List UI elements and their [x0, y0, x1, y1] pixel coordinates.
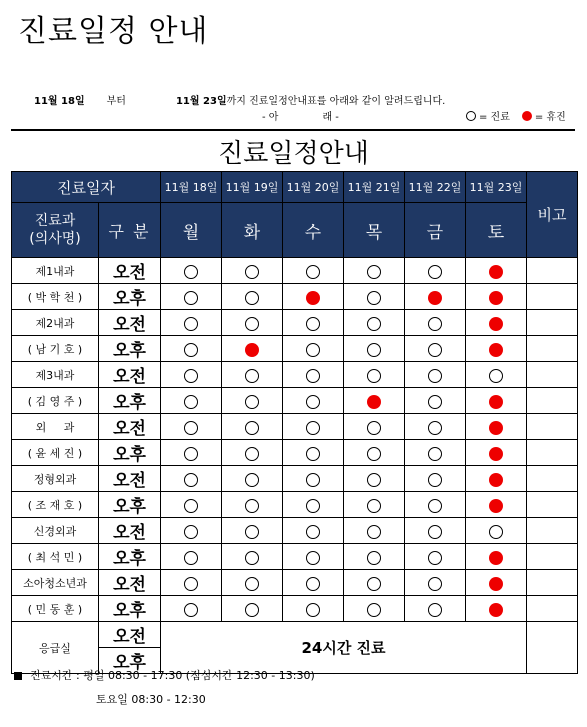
- status-cell: [161, 284, 222, 310]
- status-cell: [466, 518, 527, 544]
- open-circle-icon: [245, 525, 259, 539]
- status-cell: [405, 284, 466, 310]
- dept-name: 제1내과: [12, 258, 99, 284]
- open-circle-icon: [245, 577, 259, 591]
- status-cell: [405, 518, 466, 544]
- dept-name: 제3내과: [12, 362, 99, 388]
- status-cell: [222, 310, 283, 336]
- status-cell: [283, 362, 344, 388]
- status-cell: [344, 466, 405, 492]
- open-circle-icon: [428, 551, 442, 565]
- legend-open-label: = 진료: [479, 112, 510, 123]
- table-row: [12, 492, 578, 518]
- status-cell: [344, 258, 405, 284]
- header-dept-line1: 진료과: [34, 213, 76, 229]
- status-cell: [161, 258, 222, 284]
- pm-label: 오후: [99, 544, 161, 570]
- status-cell: [466, 388, 527, 414]
- header-day: 목: [344, 203, 405, 258]
- open-circle-icon: [428, 473, 442, 487]
- doctor-name: ( 남 기 호 ): [12, 336, 99, 362]
- open-circle-icon: [245, 291, 259, 305]
- open-circle-icon: [184, 291, 198, 305]
- status-cell: [283, 336, 344, 362]
- am-label: 오전: [99, 362, 161, 388]
- status-cell: [161, 336, 222, 362]
- status-cell: [466, 544, 527, 570]
- open-circle-icon: [306, 499, 320, 513]
- closed-dot-icon: [489, 577, 503, 591]
- table-row: [12, 284, 578, 310]
- header-date: 11월 18일: [161, 172, 222, 203]
- status-cell: [344, 570, 405, 596]
- bigo-cell: [527, 284, 578, 310]
- open-circle-icon: [306, 317, 320, 331]
- open-circle-icon: [428, 525, 442, 539]
- header-gubun: 구 분: [99, 203, 161, 258]
- open-circle-icon: [306, 421, 320, 435]
- open-circle-icon: [428, 421, 442, 435]
- doctor-name: ( 최 석 민 ): [12, 544, 99, 570]
- status-cell: [222, 466, 283, 492]
- open-circle-icon: [367, 317, 381, 331]
- divider: [11, 129, 575, 131]
- status-cell: [405, 362, 466, 388]
- schedule-table-wrap: [11, 171, 578, 674]
- open-circle-icon: [367, 499, 381, 513]
- pm-label: 오후: [99, 492, 161, 518]
- status-cell: [344, 492, 405, 518]
- status-cell: [344, 596, 405, 622]
- doctor-name: ( 박 학 천 ): [12, 284, 99, 310]
- status-cell: [161, 596, 222, 622]
- status-cell: [405, 414, 466, 440]
- notice-from: 부터: [106, 96, 126, 107]
- status-cell: [344, 388, 405, 414]
- open-circle-icon: [306, 551, 320, 565]
- table-row: [12, 362, 578, 388]
- open-circle-icon: [245, 551, 259, 565]
- status-cell: [466, 570, 527, 596]
- open-circle-icon: [184, 395, 198, 409]
- bigo-cell: [527, 336, 578, 362]
- status-cell: [466, 596, 527, 622]
- header-date: 11월 20일: [283, 172, 344, 203]
- open-circle-icon: [489, 369, 503, 383]
- bigo-cell: [527, 466, 578, 492]
- open-circle-icon: [428, 447, 442, 461]
- status-cell: [405, 492, 466, 518]
- open-circle-icon: [367, 473, 381, 487]
- table-title: 진료일정안내: [218, 139, 369, 169]
- open-circle-icon: [245, 265, 259, 279]
- header-date: 11월 23일: [466, 172, 527, 203]
- open-circle-icon: [367, 525, 381, 539]
- table-row: [12, 622, 578, 648]
- status-cell: [222, 414, 283, 440]
- open-circle-icon: [367, 603, 381, 617]
- open-circle-icon: [245, 499, 259, 513]
- open-circle-icon: [367, 551, 381, 565]
- open-circle-icon: [245, 395, 259, 409]
- closed-dot-icon: [489, 603, 503, 617]
- pm-label: 오후: [99, 440, 161, 466]
- status-cell: [222, 388, 283, 414]
- open-circle-icon: [184, 603, 198, 617]
- open-circle-icon: [428, 499, 442, 513]
- bigo-cell: [527, 258, 578, 284]
- open-circle-icon: [306, 473, 320, 487]
- open-circle-icon: [306, 395, 320, 409]
- status-cell: [222, 544, 283, 570]
- status-cell: [405, 258, 466, 284]
- notice-line: [34, 92, 445, 107]
- closed-dot-icon: [306, 291, 320, 305]
- status-cell: [161, 518, 222, 544]
- open-circle-icon: [184, 317, 198, 331]
- table-row: [12, 310, 578, 336]
- table-row: [12, 336, 578, 362]
- pm-label: 오후: [99, 596, 161, 622]
- status-cell: [283, 310, 344, 336]
- am-label: 오전: [99, 310, 161, 336]
- open-circle-icon: [184, 525, 198, 539]
- bigo-cell: [527, 310, 578, 336]
- status-cell: [466, 336, 527, 362]
- header-date: 11월 22일: [405, 172, 466, 203]
- open-circle-icon: [367, 421, 381, 435]
- status-cell: [222, 492, 283, 518]
- notice-start-date: 11월 18일: [34, 96, 85, 107]
- emergency-text: 24시간 진료: [161, 622, 527, 674]
- status-cell: [344, 440, 405, 466]
- open-circle-icon: [489, 525, 503, 539]
- open-circle-icon: [245, 603, 259, 617]
- closed-dot-icon: [489, 447, 503, 461]
- table-row: [12, 258, 578, 284]
- status-cell: [161, 414, 222, 440]
- pm-label: 오후: [99, 284, 161, 310]
- open-circle-icon: [367, 577, 381, 591]
- doctor-name: ( 김 영 주 ): [12, 388, 99, 414]
- legend: [466, 108, 566, 123]
- status-cell: [222, 258, 283, 284]
- header-date: 11월 19일: [222, 172, 283, 203]
- closed-dot-icon: [489, 421, 503, 435]
- table-row: [12, 596, 578, 622]
- open-circle-icon: [306, 525, 320, 539]
- header-dept-line2: (의사명): [29, 231, 81, 247]
- status-cell: [466, 310, 527, 336]
- am-label: 오전: [99, 570, 161, 596]
- status-cell: [222, 362, 283, 388]
- status-cell: [405, 570, 466, 596]
- header-day: 화: [222, 203, 283, 258]
- status-cell: [283, 518, 344, 544]
- am-label: 오전: [99, 258, 161, 284]
- bigo-cell: [527, 570, 578, 596]
- open-circle-icon: [184, 447, 198, 461]
- open-circle-icon: [245, 369, 259, 383]
- am-label: 오전: [99, 414, 161, 440]
- open-circle-icon: [306, 603, 320, 617]
- status-cell: [283, 492, 344, 518]
- open-circle-icon: [428, 343, 442, 357]
- closed-dot-icon: [245, 343, 259, 357]
- status-cell: [161, 440, 222, 466]
- ara-label: [262, 108, 339, 123]
- open-circle-icon: [428, 577, 442, 591]
- emergency-name: 응급실: [12, 622, 99, 674]
- table-row: [12, 388, 578, 414]
- status-cell: [283, 284, 344, 310]
- status-cell: [283, 414, 344, 440]
- status-cell: [283, 466, 344, 492]
- square-bullet-icon: [14, 672, 22, 680]
- closed-dot-icon: [489, 317, 503, 331]
- status-cell: [466, 258, 527, 284]
- status-cell: [405, 596, 466, 622]
- pm-label: 오후: [99, 336, 161, 362]
- dept-name: 소아청소년과: [12, 570, 99, 596]
- dept-name: 정형외과: [12, 466, 99, 492]
- status-cell: [161, 544, 222, 570]
- status-cell: [222, 570, 283, 596]
- doctor-name: ( 민 동 훈 ): [12, 596, 99, 622]
- status-cell: [283, 258, 344, 284]
- open-circle-icon: [428, 265, 442, 279]
- header-bigo: 비고: [527, 172, 578, 258]
- open-circle-icon: [245, 473, 259, 487]
- status-cell: [283, 596, 344, 622]
- table-row: [12, 544, 578, 570]
- open-circle-icon: [367, 343, 381, 357]
- status-cell: [466, 492, 527, 518]
- notice-text: 까지 진료일정안내표를 아래와 같이 알려드립니다.: [226, 96, 446, 107]
- header-date: 11월 21일: [344, 172, 405, 203]
- open-circle-icon: [184, 499, 198, 513]
- open-circle-icon: [428, 603, 442, 617]
- open-circle-icon: [367, 291, 381, 305]
- footnote-hours: [14, 667, 315, 683]
- open-circle-icon: [367, 265, 381, 279]
- open-circle-icon: [245, 447, 259, 461]
- header-day: 수: [283, 203, 344, 258]
- bigo-cell: [527, 414, 578, 440]
- am-label: 오전: [99, 466, 161, 492]
- dept-name: 제2내과: [12, 310, 99, 336]
- status-cell: [222, 336, 283, 362]
- pm-label: 오후: [99, 648, 161, 674]
- closed-dot-icon: [489, 551, 503, 565]
- open-circle-icon: [306, 265, 320, 279]
- status-cell: [283, 388, 344, 414]
- open-circle-icon: [184, 421, 198, 435]
- status-cell: [283, 570, 344, 596]
- status-cell: [161, 570, 222, 596]
- open-circle-icon: [428, 317, 442, 331]
- open-circle-icon: [184, 343, 198, 357]
- open-circle-icon: [306, 447, 320, 461]
- status-cell: [466, 466, 527, 492]
- header-day: 토: [466, 203, 527, 258]
- status-cell: [344, 284, 405, 310]
- status-cell: [283, 544, 344, 570]
- header-dept: [12, 203, 99, 258]
- bigo-cell: [527, 544, 578, 570]
- page-title: 진료일정 안내: [18, 14, 209, 49]
- status-cell: [466, 362, 527, 388]
- status-cell: [161, 362, 222, 388]
- open-circle-icon: [306, 577, 320, 591]
- status-cell: [405, 440, 466, 466]
- bigo-cell: [527, 622, 578, 674]
- status-cell: [283, 440, 344, 466]
- open-circle-icon: [306, 369, 320, 383]
- table-row: [12, 466, 578, 492]
- closed-dot-icon: [367, 395, 381, 409]
- doctor-name: ( 조 재 호 ): [12, 492, 99, 518]
- closed-dot-icon: [489, 265, 503, 279]
- status-cell: [405, 388, 466, 414]
- open-circle-icon: [428, 369, 442, 383]
- footnote-line1: 진료시간 : 평일 08:30 - 17:30 (점심시간 12:30 - 13:30): [30, 669, 315, 682]
- status-cell: [405, 336, 466, 362]
- table-row: [12, 518, 578, 544]
- status-cell: [161, 492, 222, 518]
- status-cell: [161, 466, 222, 492]
- status-cell: [344, 544, 405, 570]
- status-cell: [344, 518, 405, 544]
- doctor-name: ( 윤 세 진 ): [12, 440, 99, 466]
- open-circle-icon: [245, 317, 259, 331]
- open-circle-icon: [184, 369, 198, 383]
- status-cell: [405, 544, 466, 570]
- closed-dot-icon: [522, 111, 532, 121]
- open-circle-icon: [184, 265, 198, 279]
- status-cell: [222, 596, 283, 622]
- bigo-cell: [527, 362, 578, 388]
- ara-left: - 아: [262, 112, 279, 123]
- status-cell: [161, 388, 222, 414]
- am-label: 오전: [99, 622, 161, 648]
- closed-dot-icon: [489, 473, 503, 487]
- open-circle-icon: [184, 551, 198, 565]
- dept-name: 신경외과: [12, 518, 99, 544]
- header-day: 월: [161, 203, 222, 258]
- status-cell: [222, 518, 283, 544]
- closed-dot-icon: [428, 291, 442, 305]
- bigo-cell: [527, 440, 578, 466]
- status-cell: [222, 440, 283, 466]
- open-circle-icon: [184, 473, 198, 487]
- open-circle-icon: [245, 421, 259, 435]
- status-cell: [222, 284, 283, 310]
- legend-closed-label: = 휴진: [534, 112, 566, 123]
- notice-end-date: 11월 23일: [175, 96, 227, 107]
- open-circle-icon: [466, 111, 476, 121]
- open-circle-icon: [367, 447, 381, 461]
- header-date-title: 진료일자: [12, 172, 161, 203]
- table-row: [12, 570, 578, 596]
- bigo-cell: [527, 388, 578, 414]
- closed-dot-icon: [489, 499, 503, 513]
- dept-name: 외 과: [12, 414, 99, 440]
- table-row: [12, 440, 578, 466]
- bigo-cell: [527, 596, 578, 622]
- status-cell: [466, 284, 527, 310]
- status-cell: [344, 414, 405, 440]
- pm-label: 오후: [99, 388, 161, 414]
- closed-dot-icon: [489, 291, 503, 305]
- bigo-cell: [527, 518, 578, 544]
- status-cell: [466, 414, 527, 440]
- open-circle-icon: [367, 369, 381, 383]
- status-cell: [405, 466, 466, 492]
- closed-dot-icon: [489, 395, 503, 409]
- closed-dot-icon: [489, 343, 503, 357]
- status-cell: [466, 440, 527, 466]
- open-circle-icon: [184, 577, 198, 591]
- schedule-table: [11, 171, 578, 674]
- header-day: 금: [405, 203, 466, 258]
- status-cell: [405, 310, 466, 336]
- am-label: 오전: [99, 518, 161, 544]
- table-row: [12, 414, 578, 440]
- bigo-cell: [527, 492, 578, 518]
- open-circle-icon: [306, 343, 320, 357]
- status-cell: [344, 310, 405, 336]
- status-cell: [344, 336, 405, 362]
- open-circle-icon: [428, 395, 442, 409]
- status-cell: [344, 362, 405, 388]
- ara-right: 래 -: [322, 112, 339, 123]
- footnote-saturday: 토요일 08:30 - 12:30: [96, 693, 206, 706]
- status-cell: [161, 310, 222, 336]
